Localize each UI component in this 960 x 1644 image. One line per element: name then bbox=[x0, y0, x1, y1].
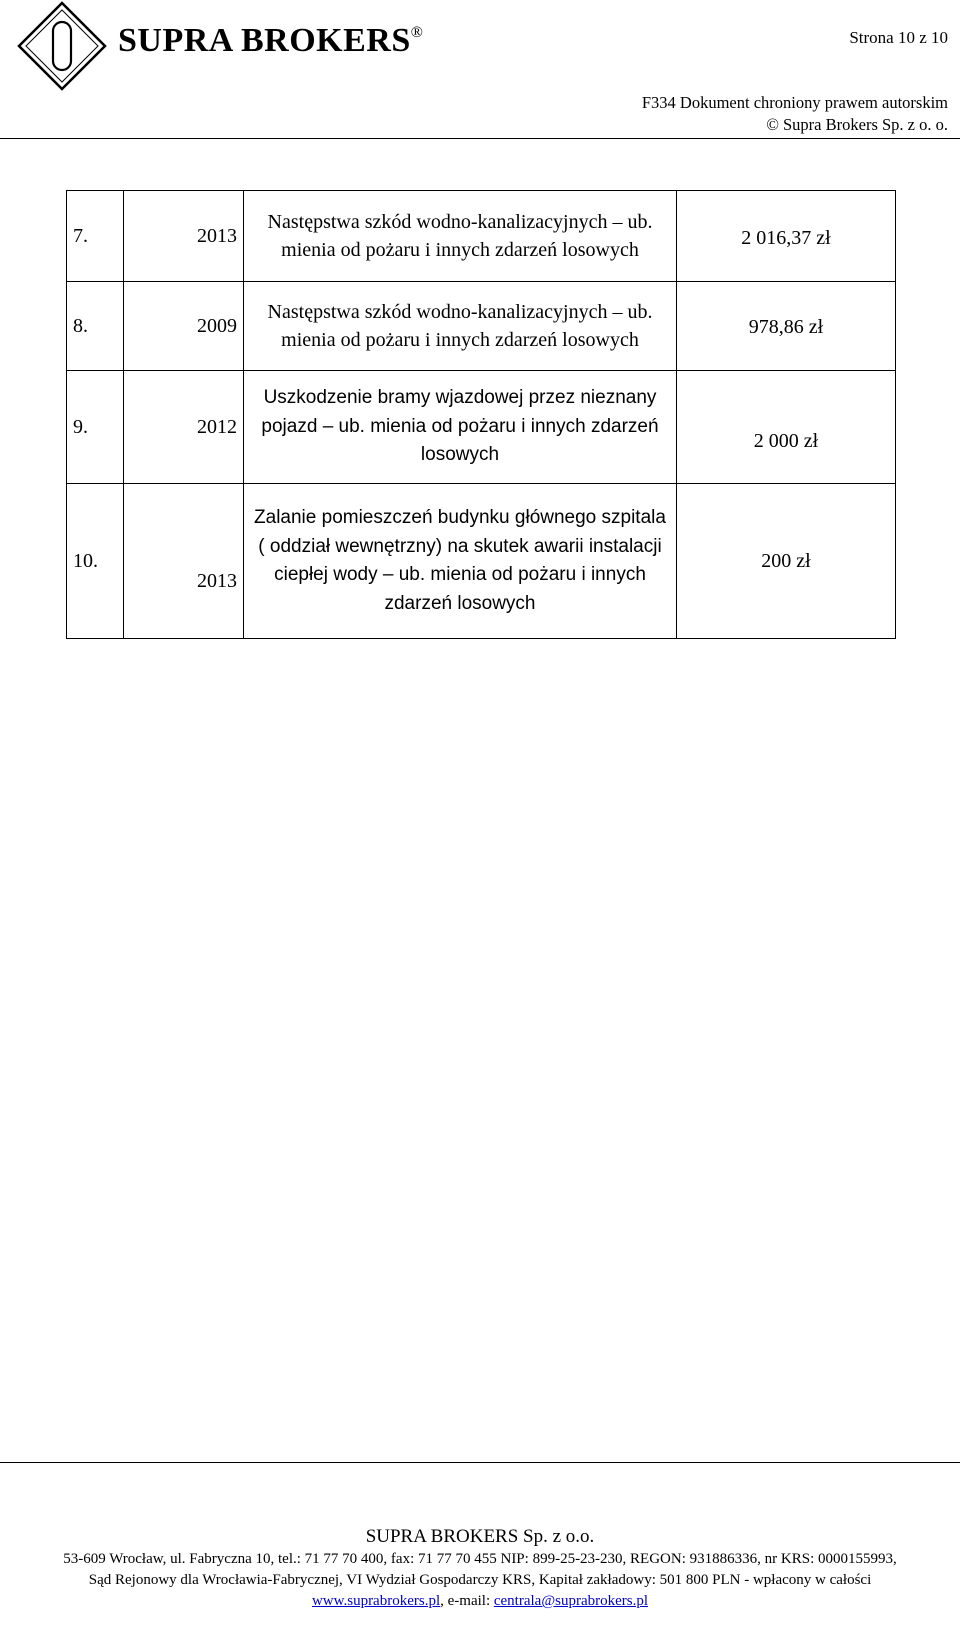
table-row bbox=[67, 282, 896, 371]
table-row bbox=[67, 484, 896, 639]
registered-mark: ® bbox=[410, 24, 424, 41]
footer-address: 53-609 Wrocław, ul. Fabryczna 10, tel.: 71 77 70 400, fax: 71 77 70 455 NIP: 899-25-23-230, REGON: 931886336, nr KRS: 0000155993, bbox=[63, 1551, 897, 1567]
supra-brokers-logo-icon bbox=[16, 0, 108, 92]
table-row bbox=[67, 371, 896, 484]
claim-number: 7. bbox=[67, 191, 124, 282]
footer-contact bbox=[0, 1591, 960, 1612]
page-number: Strona 10 z 10 bbox=[849, 28, 948, 47]
claim-description: Uszkodzenie bramy wjazdowej przez nieznany pojazd – ub. mienia od pożaru i innych zdarzeń losowych bbox=[244, 371, 677, 484]
claim-year: 2009 bbox=[124, 282, 244, 371]
claim-amount: 978,86 zł bbox=[677, 282, 896, 371]
claims-history-table bbox=[66, 190, 896, 639]
claim-description: Następstwa szkód wodno-kanalizacyjnych – ub. mienia od pożaru i innych zdarzeń losowych bbox=[244, 191, 677, 282]
page-header bbox=[0, 0, 960, 145]
claim-year: 2013 bbox=[124, 484, 244, 639]
claim-number: 10. bbox=[67, 484, 124, 639]
copyright-notice-line1: F334 Dokument chroniony prawem autorskim bbox=[641, 93, 948, 112]
website-link[interactable]: www.suprabrokers.pl bbox=[311, 1593, 441, 1609]
claim-year: 2013 bbox=[124, 191, 244, 282]
claim-number: 9. bbox=[67, 371, 124, 484]
header-divider bbox=[0, 138, 960, 139]
email-link[interactable]: centrala@suprabrokers.pl bbox=[493, 1593, 649, 1609]
claim-number: 8. bbox=[67, 282, 124, 371]
footer-court-registration: Sąd Rejonowy dla Wrocławia-Fabrycznej, VI Wydział Gospodarczy KRS, Kapitał zakładowy: 501 800 PLN - wpłacony w całości bbox=[88, 1572, 872, 1588]
copyright-notice-line2: © Supra Brokers Sp. z o. o. bbox=[766, 115, 948, 134]
claim-description: Zalanie pomieszczeń budynku głównego szpitala ( oddział wewnętrzny) na skutek awarii instalacji ciepłej wody – ub. mienia od pożaru i innych zdarzeń losowych bbox=[244, 484, 677, 639]
page-footer bbox=[0, 1525, 960, 1612]
claim-amount: 2 016,37 zł bbox=[677, 191, 896, 282]
footer-divider bbox=[0, 1462, 960, 1463]
footer-company-name: SUPRA BROKERS Sp. z o.o. bbox=[365, 1526, 595, 1547]
brand-name: SUPRA BROKERS® bbox=[118, 22, 424, 59]
claim-description: Następstwa szkód wodno-kanalizacyjnych – ub. mienia od pożaru i innych zdarzeń losowych bbox=[244, 282, 677, 371]
claim-amount: 2 000 zł bbox=[677, 371, 896, 484]
copyright-notice bbox=[642, 92, 948, 136]
table-row bbox=[67, 191, 896, 282]
email-label: , e-mail: bbox=[440, 1593, 494, 1609]
claim-amount: 200 zł bbox=[677, 484, 896, 639]
claim-year: 2012 bbox=[124, 371, 244, 484]
